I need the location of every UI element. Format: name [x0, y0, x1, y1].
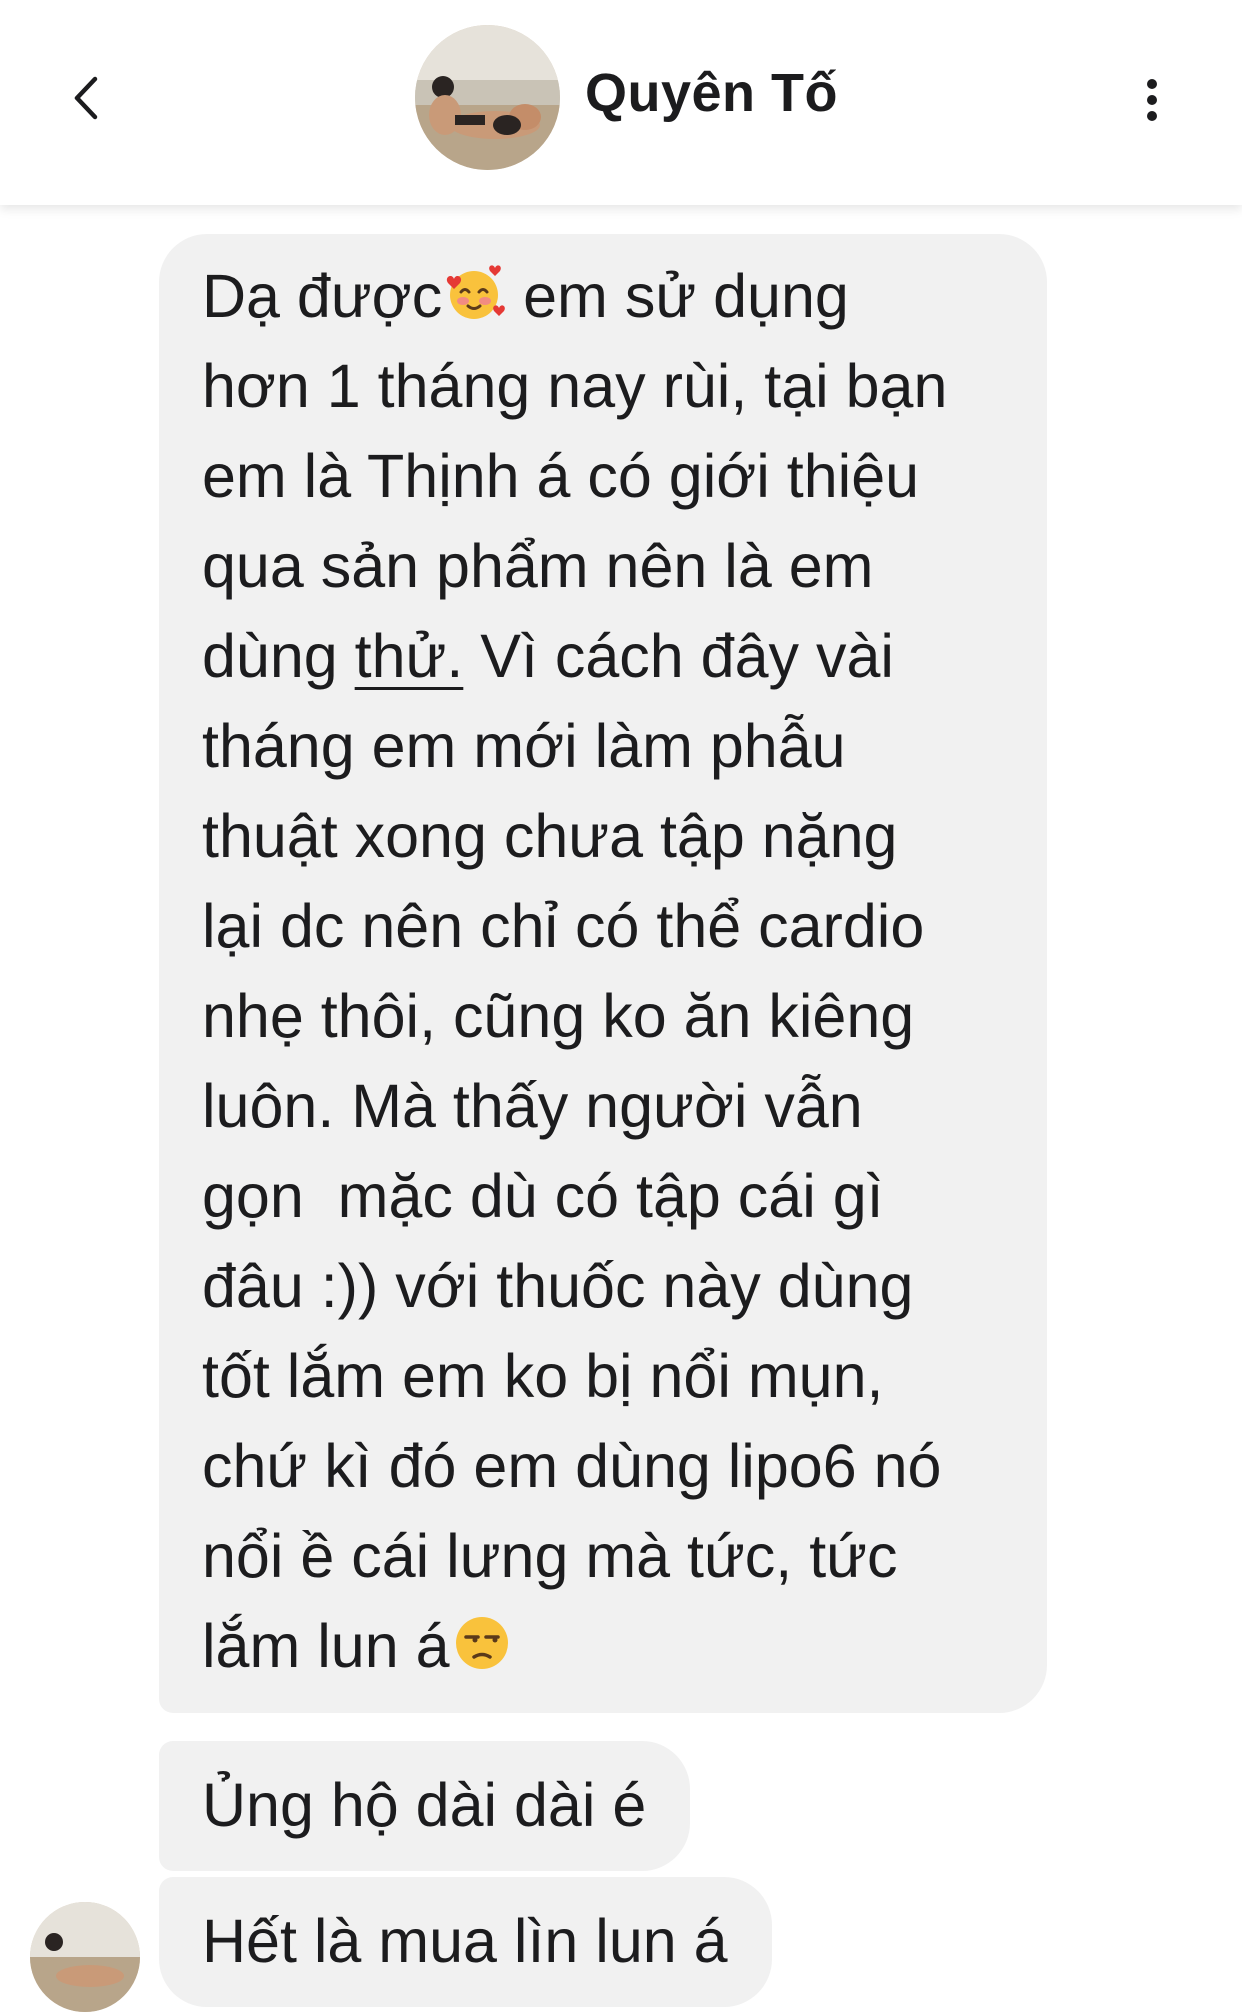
chevron-left-icon: [71, 75, 101, 121]
underlined-word[interactable]: thử.: [354, 622, 464, 690]
message-line: đâu :)) với thuốc này dùng: [202, 1252, 914, 1320]
message-line: Ủng hộ dài dài é: [202, 1771, 647, 1839]
message-thread[interactable]: [0, 205, 1242, 1975]
avatar-photo: [30, 1902, 140, 2012]
message-bubble[interactable]: [159, 1741, 690, 1871]
message-line: luôn. Mà thấy người vẫn: [202, 1072, 863, 1140]
more-options-button[interactable]: [1130, 70, 1174, 130]
message-line: nhẹ thôi, cũng ko ăn kiêng: [202, 982, 915, 1050]
more-vertical-icon: [1145, 78, 1159, 122]
message-line: lắm lun á: [202, 1601, 1009, 1691]
message-line: em là Thịnh á có giới thiệu: [202, 442, 920, 510]
message-line: hơn 1 tháng nay rùi, tại bạn: [202, 352, 948, 420]
smiling-face-with-hearts-icon: [442, 261, 506, 325]
sender-avatar[interactable]: [30, 1902, 140, 2012]
message-line: qua sản phẩm nên là em: [202, 532, 874, 600]
message-line: chứ kì đó em dùng lipo6 nó: [202, 1432, 942, 1500]
message-line: tốt lắm em ko bị nổi mụn,: [202, 1342, 884, 1410]
contact-name[interactable]: Quyên Tố: [585, 63, 839, 123]
message-line: Hết là mua lìn lun á: [202, 1907, 728, 1975]
message-line: nổi ề cái lưng mà tức, tức: [202, 1522, 898, 1590]
chat-header: [0, 0, 1242, 205]
message-line: Dạ được em sử dụng: [202, 262, 849, 330]
message-line: lại dc nên chỉ có thể cardio: [202, 892, 925, 960]
message-bubble[interactable]: [159, 234, 1047, 1713]
contact-avatar[interactable]: [415, 25, 560, 170]
message-line: tháng em mới làm phẫu: [202, 712, 846, 780]
back-button[interactable]: [62, 68, 110, 128]
message-line: thuật xong chưa tập nặng: [202, 802, 898, 870]
message-line: dùng thử. Vì cách đây vài: [202, 622, 894, 690]
message-line: gọn mặc dù có tập cái gì: [202, 1162, 884, 1230]
unamused-face-icon: [450, 1611, 514, 1675]
message-bubble[interactable]: [159, 1877, 772, 2007]
avatar-photo: [415, 25, 560, 170]
